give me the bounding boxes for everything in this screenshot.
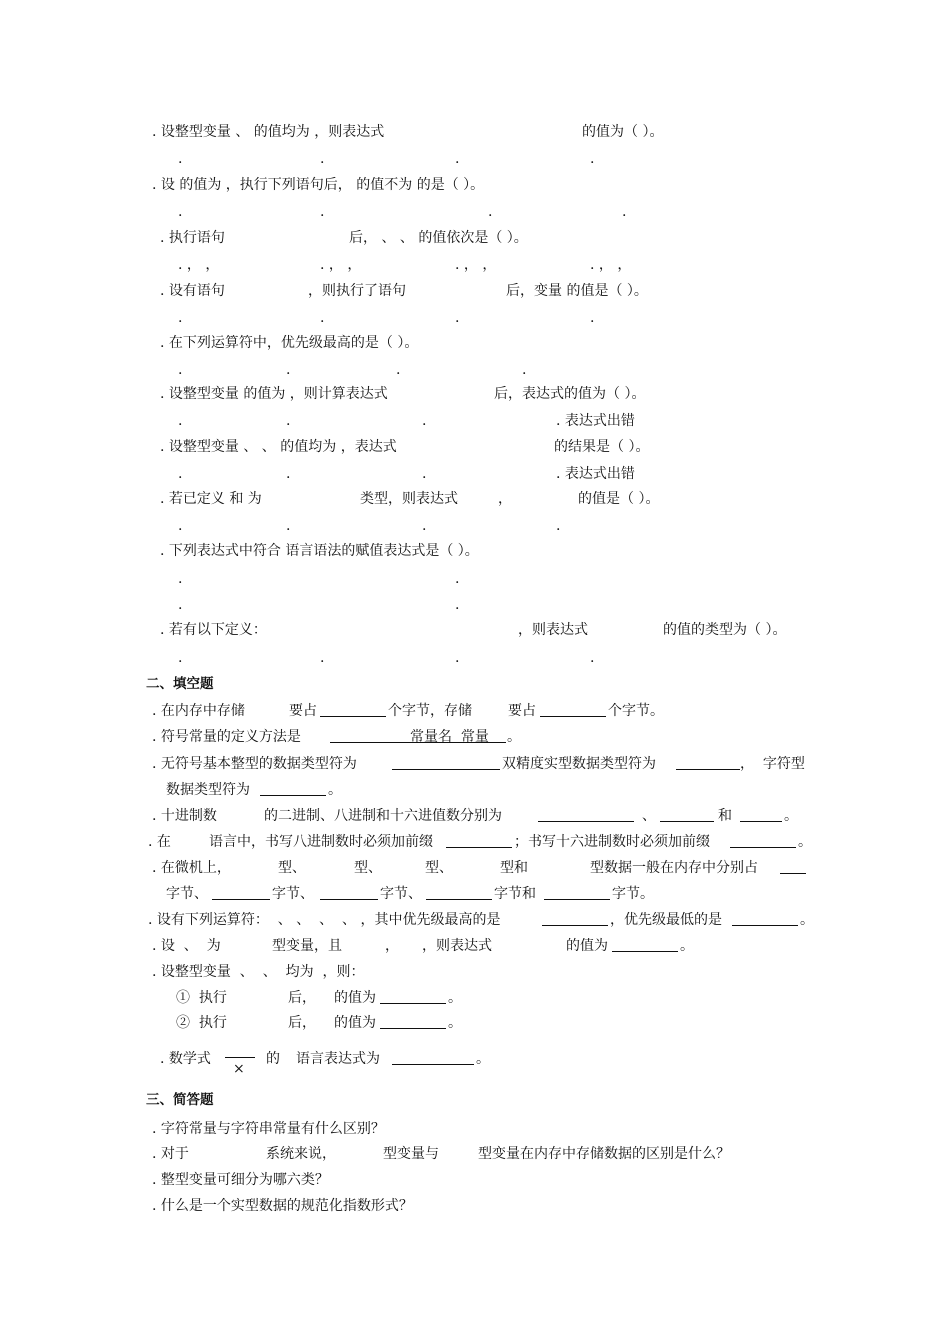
fill-6-k: 字节。 bbox=[612, 886, 654, 902]
option-c: . ， ， bbox=[455, 257, 497, 273]
question-6-text: . 设整型变量 的值为 ，则计算表达式 bbox=[160, 386, 388, 402]
question-3-tail: 后， 、 、 的值依次是（ ）。 bbox=[349, 230, 528, 246]
option-c: . bbox=[488, 204, 493, 220]
option-c: . bbox=[455, 151, 460, 167]
answer-blank[interactable] bbox=[740, 821, 782, 822]
fill-6-d: 型、 bbox=[425, 860, 453, 876]
period: 。 bbox=[448, 990, 462, 1006]
fill-8-c: ， bbox=[385, 938, 399, 954]
option-d: . bbox=[590, 650, 595, 666]
question-10-text: . 若有以下定义： bbox=[160, 622, 267, 638]
fill-4-c: 、 bbox=[642, 808, 656, 824]
question-4-tail: 后，变量 的值是（ ）。 bbox=[506, 283, 648, 299]
option-a: . bbox=[178, 466, 183, 482]
option-c: . bbox=[396, 362, 401, 378]
period: 。 bbox=[800, 912, 814, 928]
fill-1-d: 要占 bbox=[508, 703, 536, 719]
answer-blank[interactable] bbox=[392, 769, 500, 770]
answer-blank[interactable] bbox=[320, 899, 378, 900]
option-a: . ， ， bbox=[178, 257, 220, 273]
option-a: . bbox=[178, 518, 183, 534]
question-8-text: . 若已定义 和 为 bbox=[160, 491, 262, 507]
option-a: . bbox=[178, 413, 183, 429]
fill-8-a: . 设 、 为 bbox=[152, 938, 221, 954]
fill-1-c: 个字节，存储 bbox=[388, 703, 472, 719]
period: 。 bbox=[507, 729, 521, 745]
option-b: . bbox=[286, 466, 291, 482]
option-a: . bbox=[178, 650, 183, 666]
question-2-text: . 设 的值为 ，执行下列语句后， 的值不为 的是（ ）。 bbox=[152, 177, 485, 193]
fill-7-b: ，优先级最低的是 bbox=[610, 912, 722, 928]
fill-6-i: 字节、 bbox=[380, 886, 422, 902]
period: 。 bbox=[328, 782, 342, 798]
question-9-text: . 下列表达式中符合 语言语法的赋值表达式是（ ）。 bbox=[160, 543, 479, 559]
answer-blank[interactable] bbox=[544, 899, 610, 900]
fill-3-c: ， 字符型 bbox=[740, 756, 805, 772]
question-10-tail: 的值的类型为（ ）。 bbox=[663, 622, 787, 638]
question-10-mid: ，则表达式 bbox=[518, 622, 588, 638]
fill-5-a: . 在 bbox=[148, 834, 171, 850]
answer-blank[interactable] bbox=[732, 925, 798, 926]
section-3-heading: 三、简答题 bbox=[146, 1092, 214, 1108]
fill-1-a: . 在内存中存储 bbox=[152, 703, 245, 719]
fill-6-j: 字节和 bbox=[494, 886, 536, 902]
fill-3-d: 数据类型符为 bbox=[166, 782, 250, 798]
question-8-comma: ， bbox=[498, 491, 512, 507]
fill-6-e: 型和 bbox=[500, 860, 528, 876]
option-c: . bbox=[422, 518, 427, 534]
option-d: . bbox=[622, 204, 627, 220]
answer-blank[interactable] bbox=[446, 847, 512, 848]
option-a: . bbox=[178, 204, 183, 220]
fill-8-d: ，则表达式 bbox=[422, 938, 492, 954]
short-answer-2-c: 型变量与 bbox=[383, 1146, 439, 1162]
fill-9-val: 的值为 bbox=[334, 990, 376, 1006]
fill-5-c: ；书写十六进制数时必须加前缀 bbox=[514, 834, 710, 850]
short-answer-3: . 整型变量可细分为哪六类？ bbox=[152, 1172, 329, 1188]
option-b: . bbox=[286, 413, 291, 429]
answer-underline bbox=[330, 742, 506, 743]
option-d: . bbox=[522, 362, 527, 378]
short-answer-2-a: . 对于 bbox=[152, 1146, 189, 1162]
answer-blank[interactable] bbox=[380, 1028, 446, 1029]
fill-6-g: 字节、 bbox=[166, 886, 208, 902]
answer-blank[interactable] bbox=[426, 899, 492, 900]
period: 。 bbox=[448, 1015, 462, 1031]
question-6-tail: 后，表达式的值为（ ）。 bbox=[494, 386, 646, 402]
period: 。 bbox=[798, 834, 812, 850]
answer-blank[interactable] bbox=[660, 821, 714, 822]
option-c: . bbox=[178, 597, 183, 613]
option-b: . ， ， bbox=[320, 257, 362, 273]
answer-blank[interactable] bbox=[612, 951, 678, 952]
times-sign: × bbox=[233, 1061, 245, 1077]
option-a: . bbox=[178, 362, 183, 378]
fill-9-after: 后， bbox=[288, 1015, 316, 1031]
option-c: . bbox=[422, 466, 427, 482]
fill-8-b: 型变量，且 bbox=[272, 938, 342, 954]
fill-10-a: . 数学式 bbox=[160, 1051, 211, 1067]
question-5-text: . 在下列运算符中，优先级最高的是（ ）。 bbox=[160, 335, 419, 351]
period: 。 bbox=[680, 938, 694, 954]
fill-6-b: 型、 bbox=[278, 860, 306, 876]
answer-blank[interactable] bbox=[392, 1064, 474, 1065]
answer-blank[interactable] bbox=[780, 873, 806, 874]
option-a: . bbox=[178, 571, 183, 587]
fill-10-b: 的 bbox=[266, 1051, 280, 1067]
fill-9-step-1: ① 执行 bbox=[176, 990, 227, 1006]
option-b: . bbox=[455, 571, 460, 587]
short-answer-2-d: 型变量在内存中存储数据的区别是什么？ bbox=[478, 1146, 730, 1162]
short-answer-4: . 什么是一个实型数据的规范化指数形式？ bbox=[152, 1198, 413, 1214]
option-b: . bbox=[320, 151, 325, 167]
option-b: . bbox=[286, 362, 291, 378]
option-d: . bbox=[590, 151, 595, 167]
question-3-text: . 执行语句 bbox=[160, 230, 225, 246]
fill-4-d: 和 bbox=[718, 808, 732, 824]
period: 。 bbox=[784, 808, 798, 824]
answer-blank[interactable] bbox=[260, 795, 326, 796]
option-d: . bbox=[556, 518, 561, 534]
section-2-heading: 二、填空题 bbox=[146, 676, 214, 692]
question-4-mid: ，则执行了语句 bbox=[308, 283, 406, 299]
fill-9-step-2: ② 执行 bbox=[176, 1015, 227, 1031]
option-a: . bbox=[178, 310, 183, 326]
answer-blank[interactable] bbox=[540, 716, 606, 717]
fill-6-a: . 在微机上， bbox=[152, 860, 231, 876]
option-b: . bbox=[320, 650, 325, 666]
fill-5-b: 语言中，书写八进制数时必须加前缀 bbox=[209, 834, 433, 850]
fill-8-e: 的值为 bbox=[566, 938, 608, 954]
option-b: . bbox=[320, 310, 325, 326]
question-8-mid: 类型，则表达式 bbox=[360, 491, 458, 507]
fill-10-c: 语言表达式为 bbox=[296, 1051, 380, 1067]
short-answer-1: . 字符常量与字符串常量有什么区别？ bbox=[152, 1121, 385, 1137]
answer-blank[interactable] bbox=[380, 1003, 446, 1004]
option-c: . bbox=[455, 310, 460, 326]
option-b: . bbox=[320, 204, 325, 220]
option-c: . bbox=[422, 413, 427, 429]
fill-6-f: 型数据一般在内存中分别占 bbox=[590, 860, 758, 876]
answer-blank[interactable] bbox=[676, 769, 740, 770]
answer-blank[interactable] bbox=[542, 925, 608, 926]
period: 。 bbox=[476, 1051, 490, 1067]
fill-6-h: 字节、 bbox=[272, 886, 314, 902]
fill-7-a: . 设有下列运算符： 、 、 、 、 ，其中优先级最高的是 bbox=[148, 912, 501, 928]
option-b: . bbox=[286, 518, 291, 534]
fraction-bar bbox=[225, 1057, 255, 1058]
option-d: . bbox=[455, 597, 460, 613]
question-7-tail: 的结果是（ ）。 bbox=[554, 439, 650, 455]
fill-9-after: 后， bbox=[288, 990, 316, 1006]
fill-1-b: 要占 bbox=[289, 703, 317, 719]
question-1-text: . 设整型变量 、 的值均为 ，则表达式 bbox=[152, 124, 385, 140]
option-d: . 表达式出错 bbox=[556, 413, 635, 429]
question-7-text: . 设整型变量 、 、 的值均为 ，表达式 bbox=[160, 439, 397, 455]
fill-3-b: 双精度实型数据类型符为 bbox=[502, 756, 656, 772]
fill-4-b: 的二进制、八进制和十六进值数分别为 bbox=[264, 808, 502, 824]
fill-4-a: . 十进制数 bbox=[152, 808, 217, 824]
question-1-tail: 的值为（ ）。 bbox=[582, 124, 664, 140]
question-8-tail: 的值是（ ）。 bbox=[578, 491, 660, 507]
answer-blank[interactable] bbox=[538, 821, 634, 822]
option-d: . 表达式出错 bbox=[556, 466, 635, 482]
fill-3-a: . 无符号基本整型的数据类型符为 bbox=[152, 756, 357, 772]
question-4-text: . 设有语句 bbox=[160, 283, 225, 299]
answer-blank[interactable] bbox=[320, 716, 386, 717]
fill-2-a: . 符号常量的定义方法是 bbox=[152, 729, 301, 745]
option-d: . bbox=[590, 310, 595, 326]
fill-9-a: . 设整型变量 、 、 均为 ，则： bbox=[152, 964, 365, 980]
option-c: . bbox=[455, 650, 460, 666]
answer-blank[interactable] bbox=[730, 847, 796, 848]
fill-2-b: 常量名 常量 bbox=[410, 729, 489, 745]
fill-1-e: 个字节。 bbox=[608, 703, 664, 719]
short-answer-2-b: 系统来说， bbox=[266, 1146, 336, 1162]
fill-9-val: 的值为 bbox=[334, 1015, 376, 1031]
answer-blank[interactable] bbox=[212, 899, 270, 900]
option-d: . ， ， bbox=[590, 257, 632, 273]
option-a: . bbox=[178, 151, 183, 167]
fill-6-c: 型、 bbox=[354, 860, 382, 876]
